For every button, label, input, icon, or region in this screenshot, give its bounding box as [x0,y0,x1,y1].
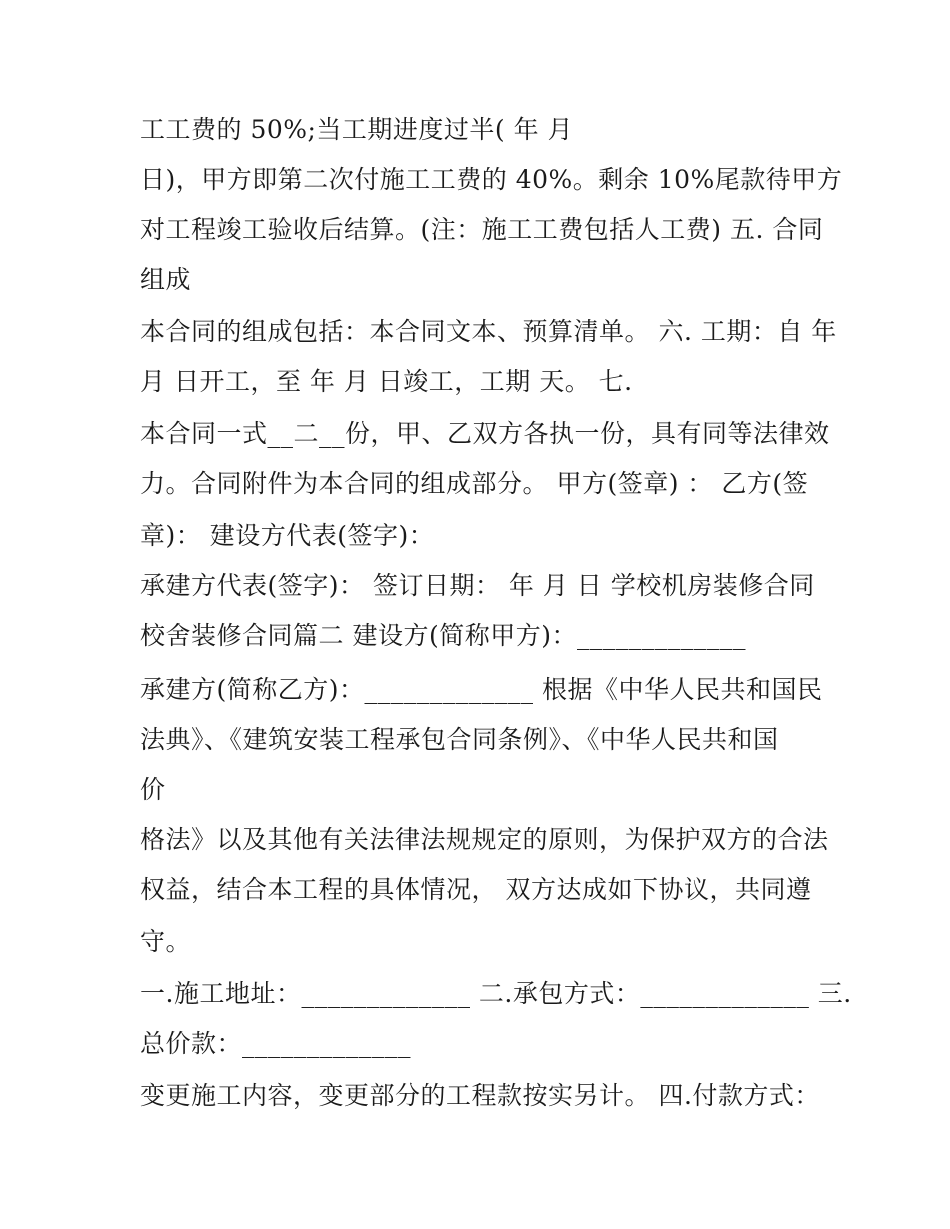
text-line: 总价款：_____________ [140,1029,412,1058]
text-line: 守。 [140,927,192,956]
text-line: 本合同的组成包括：本合同文本、预算清单。 六. 工期：自 年 [140,317,837,346]
text-line: 价 [140,775,166,804]
text-line: 日)，甲方即第二次付施工工费的 40%。剩余 10%尾款待甲方 [140,165,843,194]
text-line: 力。合同附件为本合同的组成部分。 甲方(签章) ： 乙方(签 [140,469,809,498]
text-line: 对工程竣工验收后结算。(注：施工工费包括人工费) 五. 合同 [140,215,824,244]
text-line: 变更施工内容，变更部分的工程款按实另计。 四.付款方式： [140,1081,820,1110]
text-line: 权益，结合本工程的具体情况， 双方达成如下协议，共同遵 [140,875,812,904]
text-line: 一.施工地址：_____________ 二.承包方式：_____________ 三. [140,979,852,1008]
text-line: 法典》、《建筑安装工程承包合同条例》、《中华人民共和国 [140,725,779,754]
text-line: 承建方(简称乙方)：_____________ 根据《中华人民共和国民 [140,675,823,704]
text-line: 格法》以及其他有关法律法规规定的原则，为保护双方的合法 [140,825,829,854]
text-line: 校舍装修合同篇二 建设方(简称甲方)：_____________ [140,621,746,650]
text-line: 章)： 建设方代表(签字)： [140,521,435,550]
text-line: 月 日开工，至 年 月 日竣工，工期 天。 七. [140,367,633,396]
text-line: 承建方代表(签字)： 签订日期： 年 月 日 学校机房装修合同 [140,571,815,600]
text-line: 工工费的 50%;当工期进度过半( 年 月 [140,115,574,144]
text-line: 组成 [140,265,192,294]
text-line: 本合同一式__二__份，甲、乙双方各执一份，具有同等法律效 [140,419,830,448]
